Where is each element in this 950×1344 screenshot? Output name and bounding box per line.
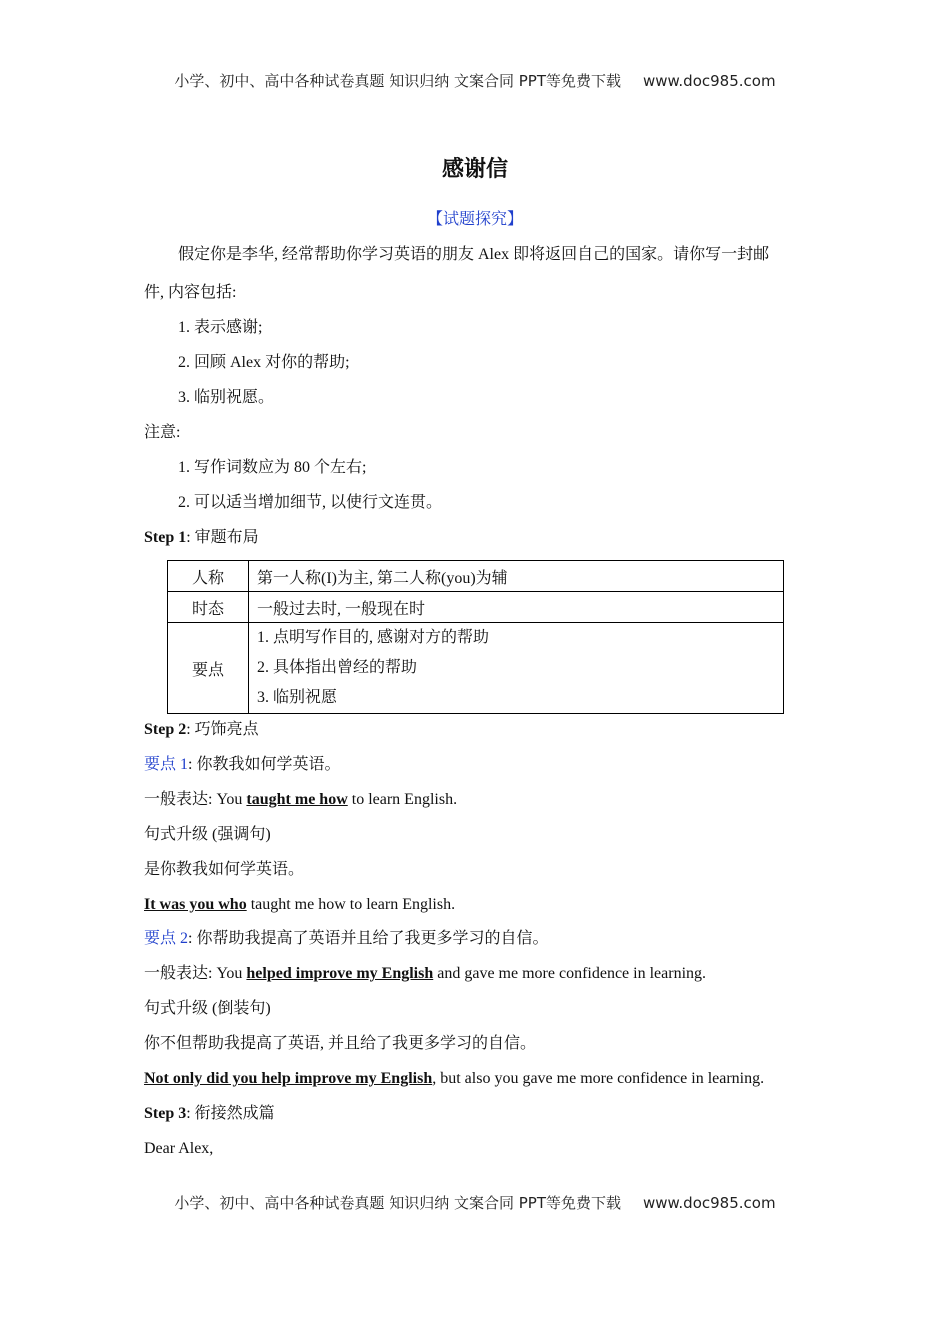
table-key: 时态 [168, 592, 249, 623]
normal-label: 一般表达: You [144, 791, 247, 808]
letter-greeting: Dear Alex, [144, 1140, 214, 1157]
point2-heading [144, 929, 548, 949]
table-row [168, 592, 784, 623]
step3-heading [144, 1104, 275, 1124]
point-item: 2. 具体指出曾经的帮助 [257, 659, 418, 676]
point1-label: 要点 1 [144, 756, 189, 773]
layout-table [167, 560, 784, 714]
header-site[interactable]: www.doc985.com [642, 72, 776, 90]
note-item: 2. 可以适当增加细节, 以使行文连贯。 [178, 494, 443, 511]
point1-normal [144, 790, 457, 810]
prompt-item: 1. 表示感谢; [178, 319, 263, 336]
step2-text: : 巧饰亮点 [186, 721, 259, 738]
table-row [168, 561, 784, 592]
point-item: 1. 点明写作目的, 感谢对方的帮助 [257, 629, 490, 646]
page-header [0, 70, 950, 91]
point2-text: : 你帮助我提高了英语并且给了我更多学习的自信。 [188, 930, 549, 947]
page-footer [0, 1192, 950, 1213]
prompt-item: 3. 临别祝愿。 [178, 389, 275, 406]
step1-text: : 审题布局 [186, 529, 259, 546]
table-row [168, 623, 784, 714]
point1-heading [144, 755, 340, 775]
note-item: 1. 写作词数应为 80 个左右; [178, 459, 367, 476]
prompt-line-2: 件, 内容包括: [144, 284, 237, 301]
step2-heading [144, 720, 259, 740]
footer-site[interactable]: www.doc985.com [642, 1194, 776, 1212]
step1-heading [144, 528, 259, 548]
point2-upgrade: 句式升级 (倒装句) [144, 1000, 271, 1017]
step1-label: Step 1 [144, 529, 187, 546]
table-value [249, 623, 784, 714]
point1-text: : 你教我如何学英语。 [188, 756, 341, 773]
prompt-item: 2. 回顾 Alex 对你的帮助; [178, 354, 350, 371]
step3-label: Step 3 [144, 1105, 187, 1122]
point1-cn: 是你教我如何学英语。 [144, 861, 305, 878]
prompt-line-1: 假定你是李华, 经常帮助你学习英语的朋友 Alex 即将返回自己的国家。请你写一封邮 [178, 246, 770, 263]
point1-en [144, 895, 455, 915]
point-item: 3. 临别祝愿 [257, 689, 338, 706]
normal-rest: to learn English. [347, 791, 458, 808]
table-value: 一般过去时, 一般现在时 [249, 592, 784, 623]
footer-text: 小学、初中、高中各种试卷真题 知识归纳 文案合同 PPT等免费下载 [174, 1194, 621, 1212]
point2-normal [144, 964, 706, 984]
key-phrase: It was you who [144, 896, 247, 913]
sentence-rest: taught me how to learn English. [246, 896, 456, 913]
point2-cn: 你不但帮助我提高了英语, 并且给了我更多学习的自信。 [144, 1035, 537, 1052]
sentence-rest: , but also you gave me more confidence in learning. [432, 1070, 765, 1087]
table-value: 第一人称(I)为主, 第二人称(you)为辅 [249, 561, 784, 592]
point1-upgrade: 句式升级 (强调句) [144, 826, 271, 843]
normal-rest: and gave me more confidence in learning. [433, 965, 707, 982]
step2-label: Step 2 [144, 721, 187, 738]
key-phrase: helped improve my English [246, 965, 434, 982]
step3-text: : 衔接然成篇 [186, 1105, 275, 1122]
normal-label: 一般表达: You [144, 965, 247, 982]
header-text: 小学、初中、高中各种试卷真题 知识归纳 文案合同 PPT等免费下载 [174, 72, 621, 90]
table-key: 要点 [168, 623, 249, 714]
key-phrase: Not only did you help improve my English [144, 1070, 433, 1087]
notes-label: 注意: [144, 424, 181, 441]
point2-en [144, 1069, 764, 1089]
table-key: 人称 [168, 561, 249, 592]
section-heading: 【试题探究】 [426, 211, 523, 228]
page-title: 感谢信 [441, 156, 508, 181]
key-phrase: taught me how [246, 791, 348, 808]
point2-label: 要点 2 [144, 930, 189, 947]
